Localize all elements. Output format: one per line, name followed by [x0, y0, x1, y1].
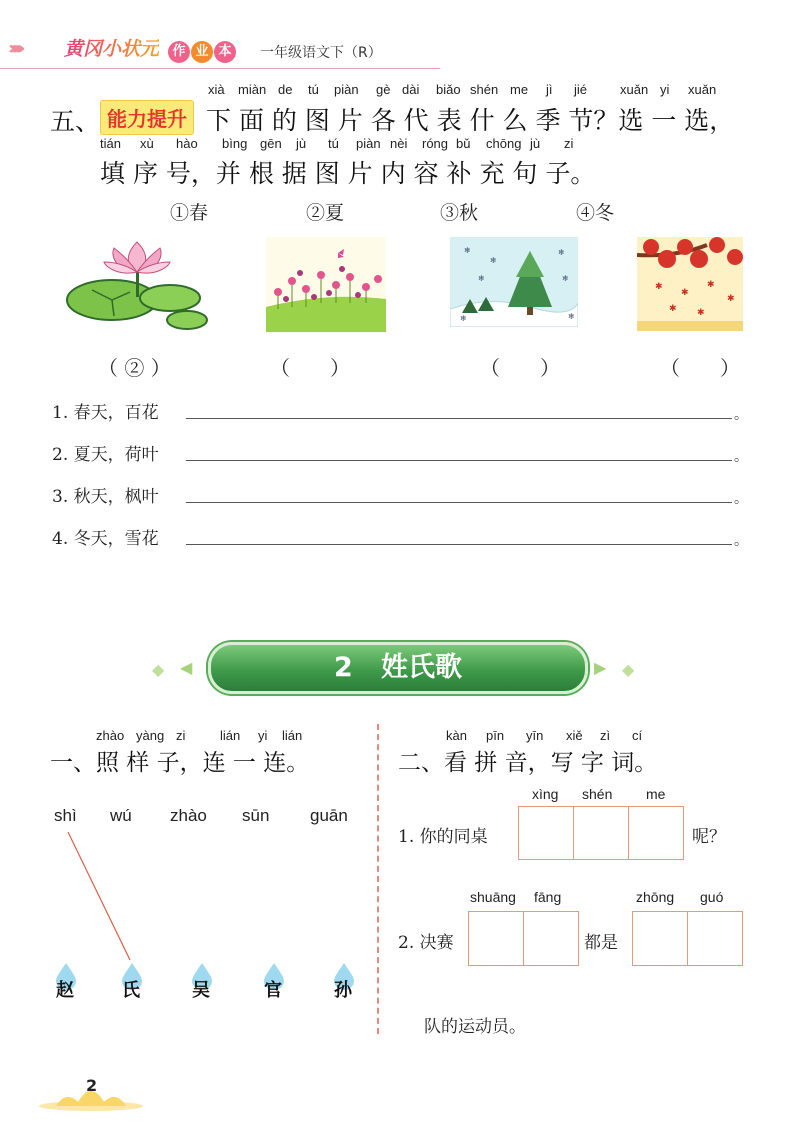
sentence-2: 2. 夏天，荷叶: [52, 445, 159, 465]
season-label-autumn: ③秋: [440, 202, 479, 224]
char-shi[interactable]: 氏: [122, 980, 140, 1001]
q1-suffix: 呢？: [692, 827, 726, 847]
q1-prefix: 1. 你的同桌: [398, 827, 488, 847]
svg-text:❄: ❄: [460, 314, 467, 323]
q2-pinyin-fang: fāng: [534, 889, 562, 905]
q2-pinyin-zhong: zhōng: [636, 889, 675, 905]
grade-label: 一年级语文下（R）: [260, 45, 382, 61]
answer-line-2[interactable]: [186, 460, 732, 461]
svg-text:✱: ✱: [727, 294, 735, 304]
sentence-3: 3. 秋天，枫叶: [52, 487, 159, 507]
season-label-spring: ①春: [170, 202, 209, 224]
answer-line-1[interactable]: [186, 418, 732, 419]
char-guan[interactable]: 官: [264, 980, 282, 1001]
svg-text:❄: ❄: [562, 274, 569, 283]
q1-pinyin-xing: xìng: [532, 786, 559, 802]
syllable-shi[interactable]: shì: [54, 806, 77, 825]
svg-text:✱: ✱: [669, 304, 677, 314]
char-zhao[interactable]: 赵: [56, 980, 74, 1001]
season-label-winter: ④冬: [576, 202, 615, 224]
q1-pinyin-shen: shén: [582, 786, 613, 802]
answer-line-3[interactable]: [186, 502, 732, 503]
column-divider: [377, 724, 379, 1034]
sentence-4: 4. 冬天，雪花: [52, 529, 159, 549]
char-wu[interactable]: 吴: [192, 980, 210, 1001]
syllable-sun[interactable]: sūn: [242, 806, 270, 825]
svg-text:✱: ✱: [707, 280, 715, 290]
summer-flowers-picture: [266, 237, 386, 332]
q2-middle: 都是: [584, 933, 618, 953]
ability-badge: 能力提升: [100, 100, 194, 135]
lesson-number: 2: [334, 652, 353, 683]
chevron-decor-icon: ››››››››: [8, 38, 20, 59]
badge-char: 作: [168, 41, 190, 63]
write-box[interactable]: [518, 806, 574, 860]
answer-winter[interactable]: （ ）: [660, 356, 740, 380]
write-box[interactable]: [468, 911, 524, 966]
lesson-banner: [208, 642, 588, 694]
ex2-title: 二、看 拼 音，写 字 词。: [398, 750, 658, 776]
ex1-title: 一、照 样 子，连 一 连。: [50, 750, 310, 776]
page-number: 2: [86, 1076, 98, 1095]
answer-line-4[interactable]: [186, 544, 732, 545]
syllable-guan[interactable]: guān: [310, 806, 348, 825]
char-sun[interactable]: 孙: [334, 980, 352, 1001]
arrow-left-icon: ◀: [180, 658, 193, 677]
winter-snow-picture: [450, 237, 578, 327]
q2-line2: 队的运动员。: [424, 1017, 526, 1037]
svg-text:❄: ❄: [490, 256, 497, 265]
write-box[interactable]: [628, 806, 684, 860]
homework-badge: [168, 40, 237, 63]
svg-text:❄: ❄: [558, 248, 565, 257]
q2-pinyin-shuang: shuāng: [470, 889, 516, 905]
example-connect-line: [60, 828, 140, 968]
period-4: 。: [734, 533, 748, 549]
ex5-question-line2: 填 序 号，并 根 据 图 片 内 容 补 充 句 子。: [100, 159, 596, 188]
svg-text:✱: ✱: [655, 282, 663, 292]
badge-char: 业: [191, 41, 213, 63]
syllable-zhao[interactable]: zhào: [170, 806, 207, 825]
lesson-title: 姓氏歌: [381, 652, 462, 683]
answer-autumn[interactable]: （ ）: [480, 356, 560, 380]
write-box[interactable]: [573, 806, 629, 860]
period-1: 。: [734, 407, 748, 423]
svg-text:❄: ❄: [464, 246, 471, 255]
period-3: 。: [734, 491, 748, 507]
period-2: 。: [734, 449, 748, 465]
sentence-1: 1. 春天，百花: [52, 403, 159, 423]
lotus-picture: [62, 232, 212, 332]
arrow-right-icon: ▶: [594, 658, 607, 677]
write-box[interactable]: [523, 911, 579, 966]
diamond-left-icon: ◆: [152, 660, 165, 679]
page-header: [0, 30, 790, 70]
syllable-wu[interactable]: wú: [110, 806, 132, 825]
autumn-maple-picture: [637, 237, 743, 331]
answer-spring[interactable]: （ ② ）: [98, 356, 171, 380]
season-label-summer: ②夏: [306, 202, 345, 224]
write-box[interactable]: [687, 911, 743, 966]
badge-char: 本: [214, 41, 236, 63]
svg-text:✱: ✱: [697, 308, 705, 318]
write-box[interactable]: [632, 911, 688, 966]
svg-text:❄: ❄: [478, 274, 485, 283]
q1-pinyin-me: me: [646, 786, 666, 802]
header-rule: [0, 68, 440, 69]
brand-logo: 黄冈小状元: [64, 34, 159, 61]
q2-prefix: 2. 决赛: [398, 933, 454, 953]
ex5-question-line1: 下 面 的 图 片 各 代 表 什 么 季 节？选 一 选，: [206, 106, 735, 135]
q2-pinyin-guo: guó: [700, 889, 724, 905]
answer-summer[interactable]: （ ）: [270, 356, 350, 380]
ex5-number: 五、: [50, 107, 101, 136]
svg-text:❄: ❄: [568, 312, 575, 321]
diamond-right-icon: ◆: [622, 660, 635, 679]
svg-text:✱: ✱: [681, 288, 689, 298]
